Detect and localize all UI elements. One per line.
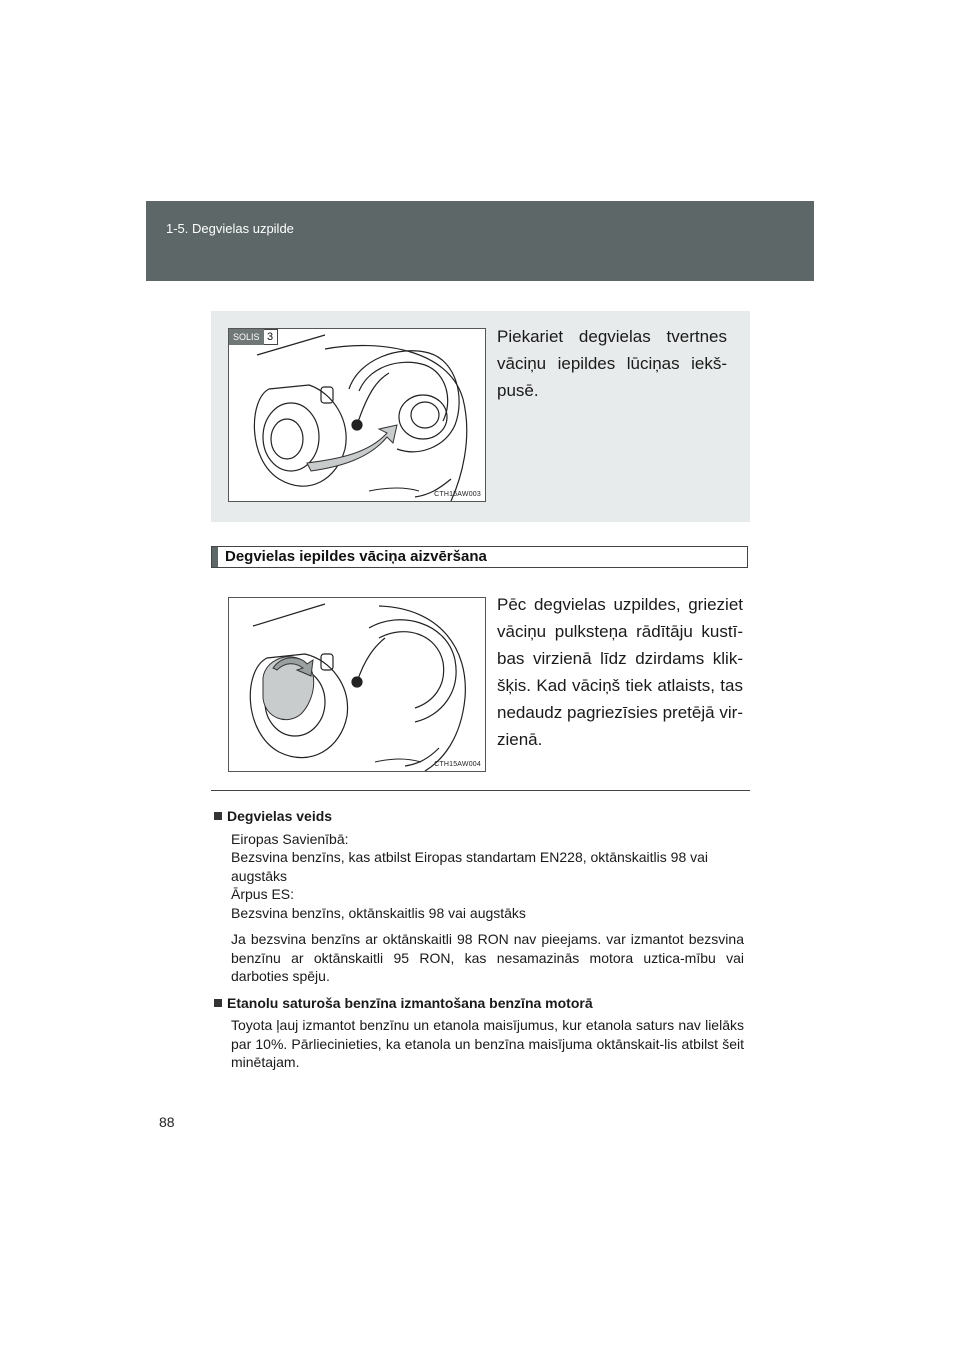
step-badge-number: 3 <box>264 329 278 345</box>
note-body <box>214 1016 744 1072</box>
note-paragraph: Toyota ļauj izmantot benzīnu un etanola maisījumus, kur etanola saturs nav lielāks par 10%. Pārliecinieties, ka etanola un benzīna maisījuma oktānskait-lis atbilst šeit minētajam. <box>231 1017 744 1070</box>
note-paragraph: Ja bezsvina benzīns ar oktānskaitli 98 RON nav pieejams. var izmantot bezsvina benzīnu ar oktānskaitli 95 RON, kas nesamazinās motora uztica-mību vai darboties spēju. <box>231 931 744 984</box>
closing-instruction: Pēc degvielas uzpildes, grieziet vāciņu pulksteņa rādītāju kustī-bas virzienā līdz dzirdams klik-šķis. Kad vāciņš tiek atlaists, tas nedaudz pagriezīsies pretējā vir-zienā. <box>497 595 743 749</box>
page-number: 88 <box>159 1114 175 1130</box>
fuel-cap-hanging-drawing <box>229 329 485 501</box>
note-body <box>214 830 744 986</box>
note-fuel-type <box>214 807 744 986</box>
notes-section <box>214 807 744 1080</box>
note-title: Degvielas veids <box>214 807 744 826</box>
note-paragraph: Eiropas Savienībā: Bezsvina benzīns, kas atbilst Eiropas standartam EN228, oktānskaitlis 98 vai augstāks Ārpus ES: Bezsvina benzīns, oktānskaitlis 98 vai augstāks <box>231 830 709 921</box>
figure-code: CTH15AW004 <box>434 761 481 768</box>
section-divider <box>211 790 750 791</box>
section-header-band <box>146 201 814 281</box>
fuel-cap-hanging-illustration <box>228 328 486 502</box>
step-badge-word: SOLIS <box>229 329 264 345</box>
section-title: 1-5. Degvielas uzpilde <box>166 221 294 236</box>
square-bullet-icon <box>214 999 222 1007</box>
note-title: Etanolu saturoša benzīna izmantošana benzīna motorā <box>214 994 744 1013</box>
step-3-instruction: Piekariet degvielas tvertnes vāciņu iepildes lūciņas iekš-pusē. <box>497 327 727 400</box>
closing-section-heading <box>211 546 748 568</box>
step-badge <box>229 329 278 345</box>
heading-accent-bar <box>212 547 218 567</box>
fuel-cap-closing-drawing <box>229 598 485 771</box>
square-bullet-icon <box>214 812 222 820</box>
figure-code: CTH15AW003 <box>434 491 481 498</box>
closing-heading-label: Degvielas iepildes vāciņa aizvēršana <box>225 548 487 565</box>
note-ethanol-fuel <box>214 994 744 1072</box>
fuel-cap-closing-illustration <box>228 597 486 772</box>
